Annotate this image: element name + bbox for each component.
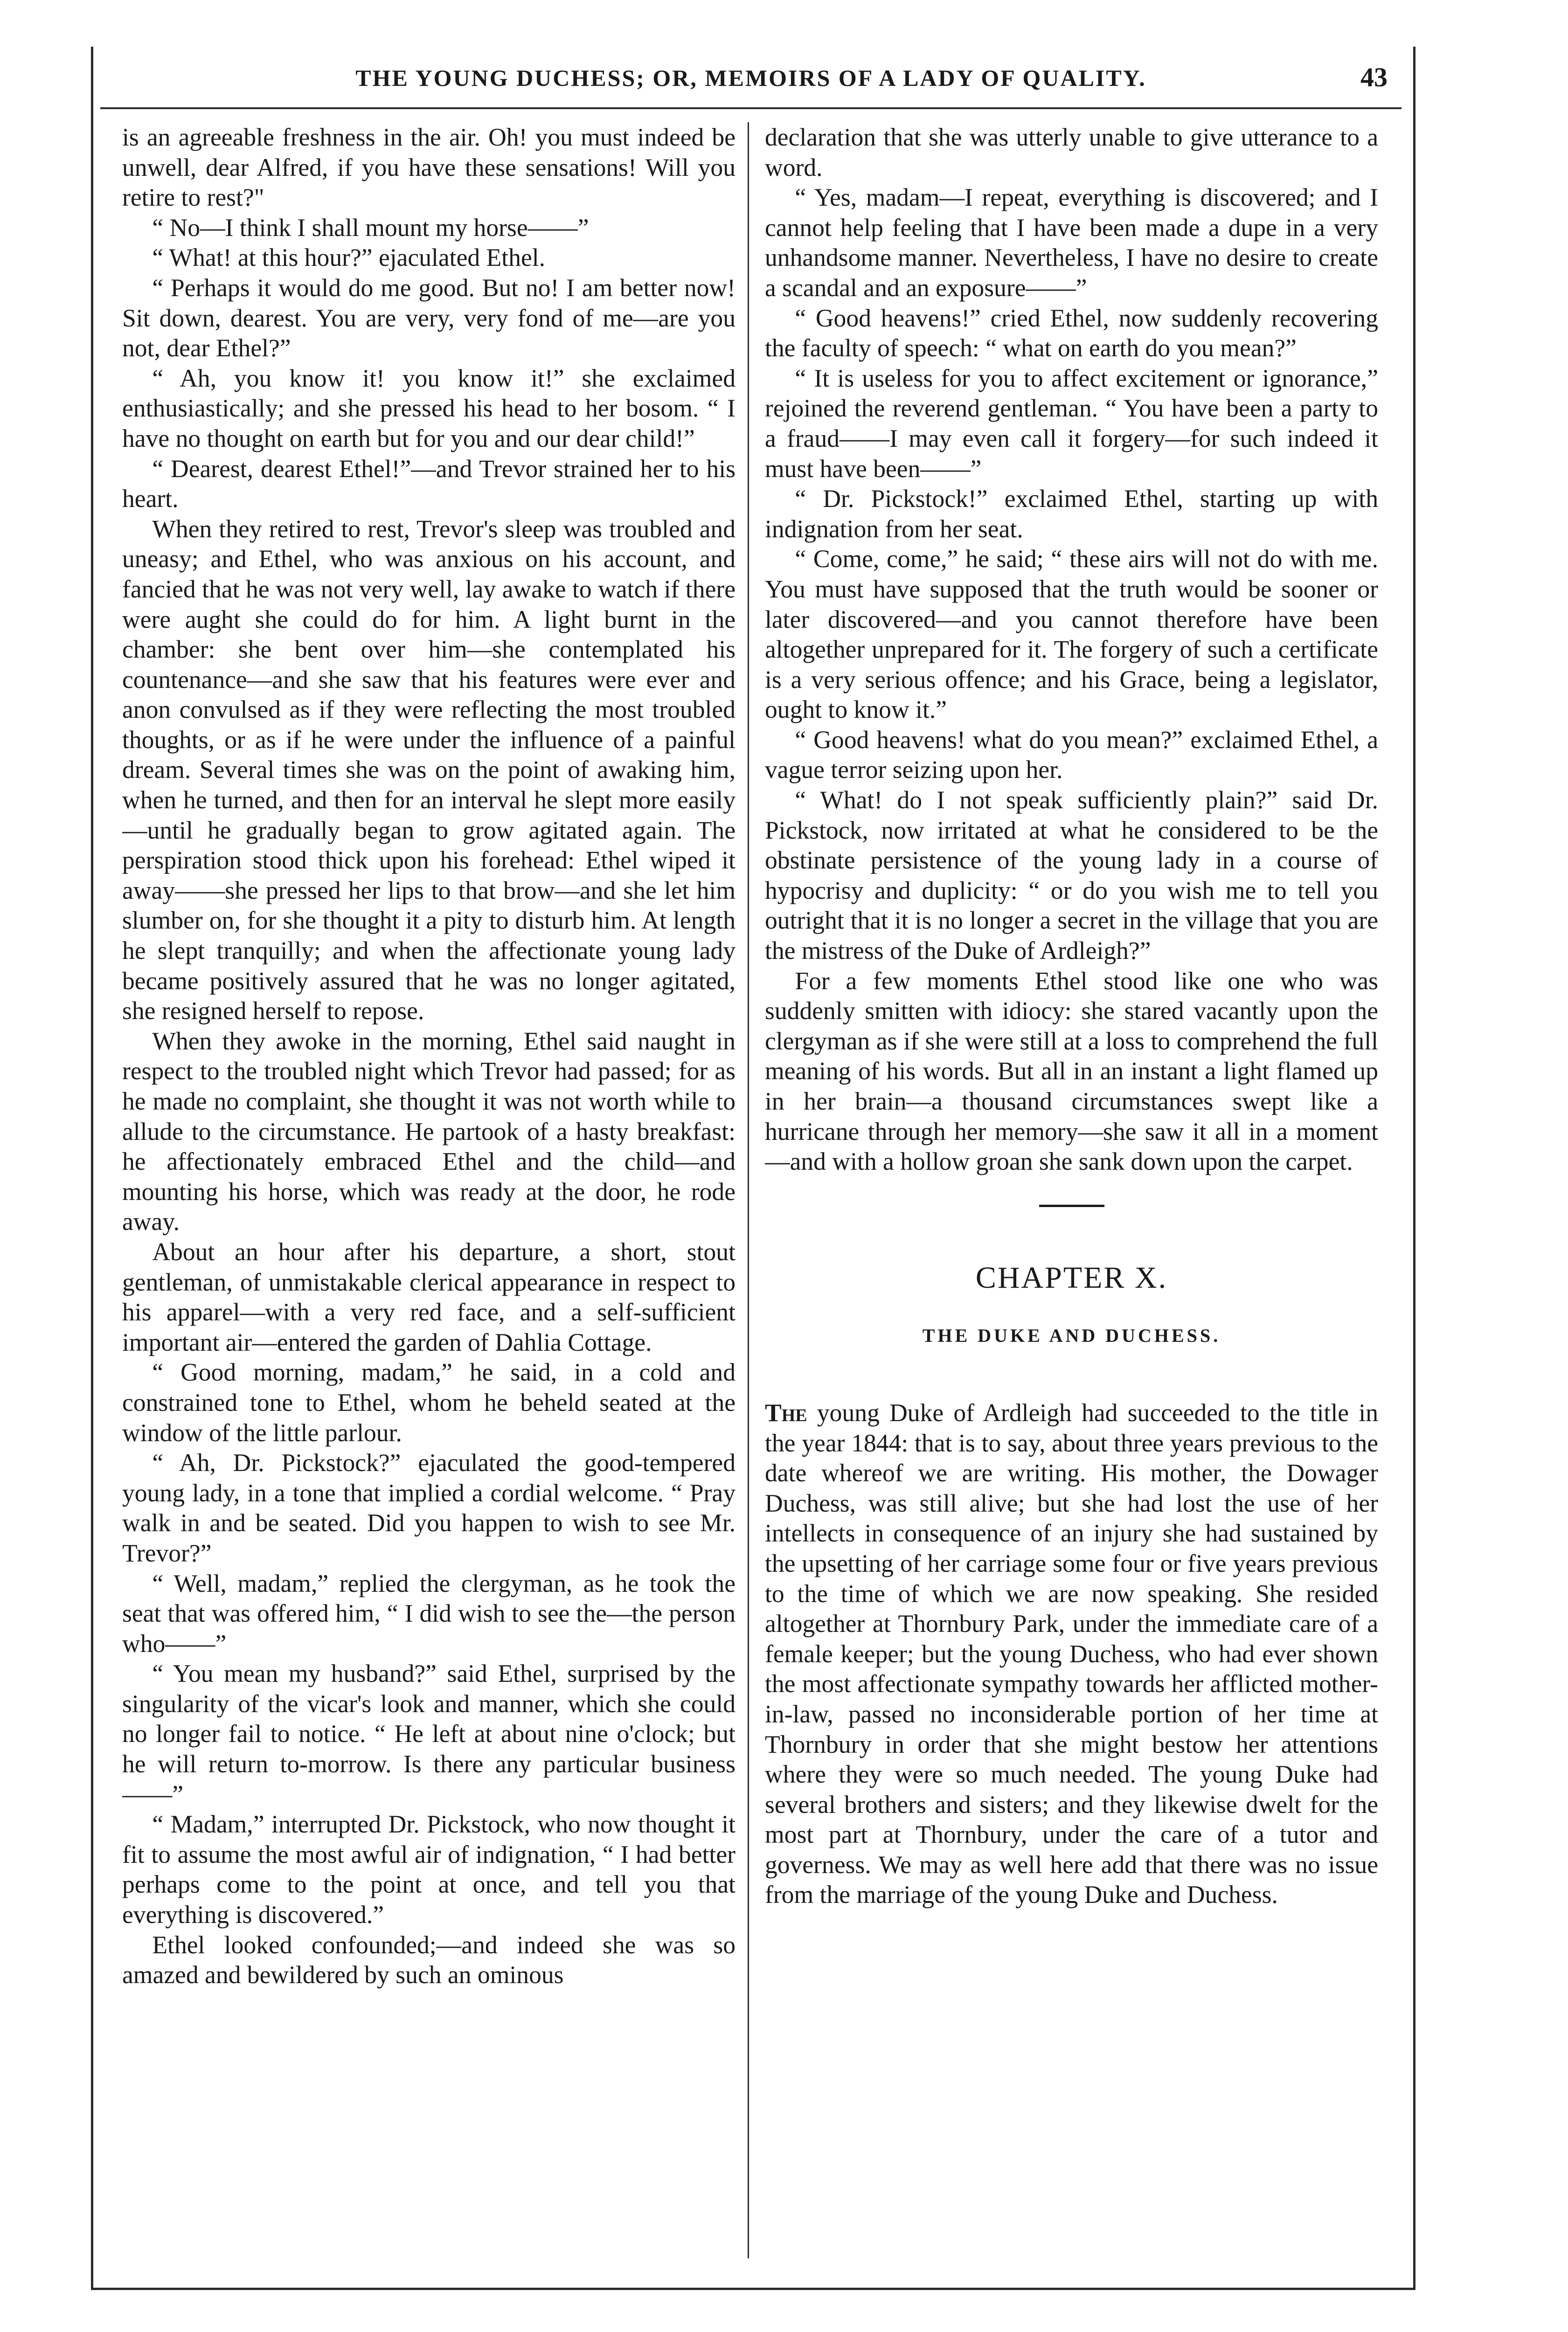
column-divider xyxy=(748,122,749,2258)
paragraph: “ Madam,” interrupted Dr. Pickstock, who now thought it fit to assume the most awful air of indignation, “ I had better perhaps come to the point at once, and tell you that everything is discovered.” xyxy=(122,1810,735,1929)
paragraph: “ Dr. Pickstock!” exclaimed Ethel, starting up with indignation from her seat. xyxy=(765,485,1378,543)
running-title: THE YOUNG DUCHESS; OR, MEMOIRS OF A LADY OF QUALITY. xyxy=(355,65,1146,91)
paragraph: “ Perhaps it would do me good. But no! I am better now! Sit down, dearest. You are very, very fond of me—are you not, dear Ethel?” xyxy=(122,273,735,362)
paragraph: For a few moments Ethel stood like one who was suddenly smitten with idiocy: she stared vacantly upon the clergyman as if she were still at a loss to comprehend the full meaning of his words. But all in an instant a light flamed up in her brain—a thousand circumstances swept like a hurricane through her memory—she saw it all in a moment—and with a hollow groan she sank down upon the carpet. xyxy=(765,966,1378,1176)
paragraph: is an agreeable freshness in the air. Oh! you must indeed be unwell, dear Alfred, if you have these sensations! Will you retire to rest?" xyxy=(122,123,735,212)
chapter-first-paragraph xyxy=(765,1398,1378,1910)
paragraph: “ Ah, Dr. Pickstock?” ejaculated the good-tempered young lady, in a tone that implied a cordial welcome. “ Pray walk in and be seated. Did you happen to wish to see Mr. Trevor?” xyxy=(122,1449,735,1567)
paragraph: “ It is useless for you to affect excitement or ignorance,” rejoined the reverend gentleman. “ You have been a party to a fraud——I may even call it forgery—for such indeed it must have been——” xyxy=(765,364,1378,483)
left-column xyxy=(122,122,735,2258)
paragraph: “ What! do I not speak sufficiently plain?” said Dr. Pickstock, now irritated at what he considered to be the obstinate persistence of the young lady in a course of hypocrisy and duplicity: “ or do you wish me to tell you outright that it is no longer a secret in the village that you are the mistress of the Duke of Ardleigh?” xyxy=(765,786,1378,965)
paragraph: When they retired to rest, Trevor's sleep was troubled and uneasy; and Ethel, who was anxious on his account, and fancied that he was not very well, lay awake to watch if there were aught she could do for him. A light burnt in the chamber: she bent over him—she contemplated his countenance—and she saw that his features were ever and anon convulsed as if they were reflecting the most troubled thoughts, or as if he were under the influence of a painful dream. Several times she was on the point of awaking him, when he turned, and then for an interval he slept more easily—until he gradually began to grow agitated again. The perspiration stood thick upon his forehead: Ethel wiped it away——she pressed her lips to that brow—and she let him slumber on, for she thought it a pity to disturb him. At length he slept tranquilly; and when the affectionate young lady became positively assured that he was no longer agitated, she resigned herself to repose. xyxy=(122,514,735,1025)
paragraph: declaration that she was utterly unable to give utterance to a word. xyxy=(765,123,1378,181)
paragraph: “ No—I think I shall mount my horse——” xyxy=(152,213,589,242)
paragraph: “ Good morning, madam,” he said, in a cold and constrained tone to Ethel, whom he beheld seated at the window of the little parlour. xyxy=(122,1358,735,1447)
paragraph: “ Yes, madam—I repeat, everything is discovered; and I cannot help feeling that I have been made a dupe in a very unhandsome manner. Nevertheless, I have no desire to create a scandal and an exposure——” xyxy=(765,183,1378,302)
chapter-subtitle: THE DUKE AND DUCHESS. xyxy=(922,1325,1221,1346)
paragraph: About an hour after his departure, a short, stout gentleman, of unmistakable clerical appearance in respect to his apparel—with a very red face, and a self-sufficient important air—entered the garden of Dahlia Cottage. xyxy=(122,1237,735,1356)
page-number: 43 xyxy=(1360,62,1388,92)
chapter-first-paragraph-text: young Duke of Ardleigh had succeeded to the title in the year 1844: that is to say, about three years previous to the date whereof we are writing. His mother, the Dowager Duchess, was still alive; but she had lost the use of her intellects in consequence of an injury she had sustained by the upsetting of her carriage some four or five years previous to the time of which we are now speaking. She resided altogether at Thornbury Park, under the immediate care of a female keeper; but the young Duchess, who had ever shown the most affectionate sympathy towards her afflicted mother-in-law, passed no inconsiderable portion of her time at Thornbury in order that she might bestow her attentions where they were so much needed. The young Duke had several brothers and sisters; and they likewise dwelt for the most part at Thornbury, under the care of a tutor and governess. We may as well here add that there was no issue from the marriage of the young Duke and Duchess. xyxy=(765,1398,1378,1909)
chapter-heading: CHAPTER X. xyxy=(975,1260,1168,1295)
paragraph: “ Dearest, dearest Ethel!”—and Trevor strained her to his heart. xyxy=(122,454,735,513)
paragraph: “ You mean my husband?” said Ethel, surprised by the singularity of the vicar's look and manner, which she could no longer fail to notice. “ He left at about nine o'clock; but he will return to-morrow. Is there any particular business——” xyxy=(122,1659,735,1808)
chapter-lead-word: The xyxy=(765,1398,807,1427)
page-header xyxy=(100,61,1401,109)
bottom-rule xyxy=(91,2288,1415,2290)
paragraph: “ Good heavens! what do you mean?” exclaimed Ethel, a vague terror seizing upon her. xyxy=(765,725,1378,784)
paragraph: “ What! at this hour?” ejaculated Ethel. xyxy=(152,243,546,272)
paragraph: “ Well, madam,” replied the clergyman, as he took the seat that was offered him, “ I did wish to see the—the person who——” xyxy=(122,1569,735,1658)
paragraph: Ethel looked confounded;—and indeed she was so amazed and bewildered by such an ominous xyxy=(122,1930,735,1989)
paragraph: “ Come, come,” he said; “ these airs will not do with me. You must have supposed that the truth would be sooner or later discovered—and you cannot therefore have been altogether unprepared for it. The forgery of such a certificate is a very serious offence; and his Grace, being a legislator, ought to know it.” xyxy=(765,545,1378,724)
paragraph: When they awoke in the morning, Ethel said naught in respect to the troubled night which Trevor had passed; for as he made no complaint, she thought it was not worth while to allude to the circumstance. He partook of a hasty breakfast: he affectionately embraced Ethel and the child—and mounting his horse, which was ready at the door, he rode away. xyxy=(122,1027,735,1236)
section-break-rule xyxy=(1039,1205,1104,1207)
paragraph: “ Ah, you know it! you know it!” she exclaimed enthusiastically; and she pressed his head to her bosom. “ I have no thought on earth but for you and our dear child!” xyxy=(122,364,735,452)
paragraph: “ Good heavens!” cried Ethel, now suddenly recovering the faculty of speech: “ what on earth do you mean?” xyxy=(765,304,1378,362)
right-column xyxy=(765,122,1378,2258)
